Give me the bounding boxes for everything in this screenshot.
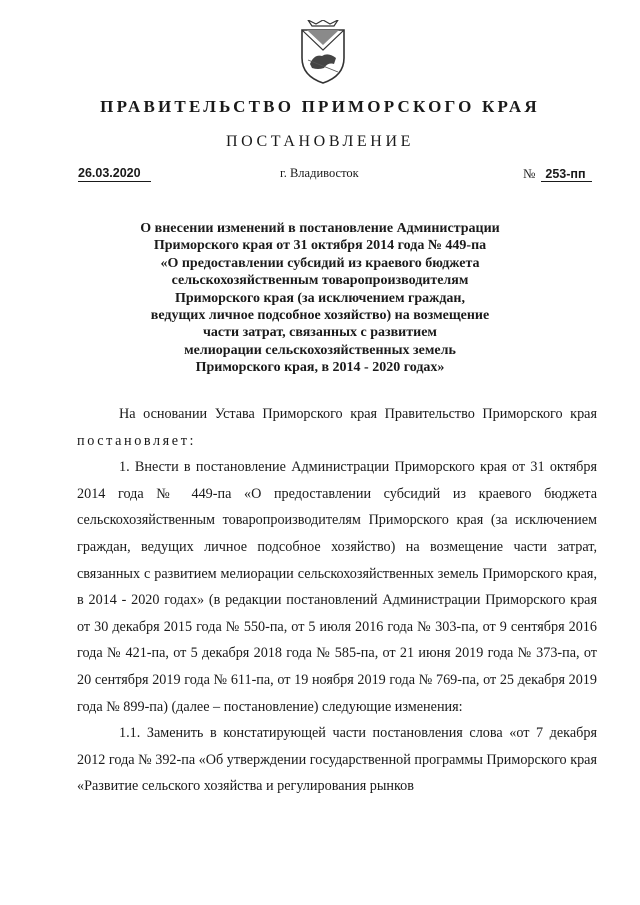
document-number-field [523,166,592,182]
document-body [77,401,597,800]
subject-line: ведущих личное подсобное хозяйство) на возмещение [150,308,490,324]
subject-line: сельскохозяйственным товаропроизводителям [171,273,469,289]
document-number: 253-пп [541,167,591,182]
item-1-1-paragraph: 1.1. Заменить в констатирующей части постановления слова «от 7 декабря 2012 года № 392-па «Об утверждении государственной программы Приморского края «Развитие сельского хозяйства и регулирования рынков [77,725,597,795]
preamble-paragraph [77,401,597,454]
coat-of-arms-icon [298,20,348,84]
subject-line: Приморского края (за исключением граждан, [174,290,465,306]
document-city: г. Владивосток [280,166,359,180]
subject-line: О внесении изменений в постановление Администрации [140,221,500,236]
subject-line: мелиорации сельскохозяйственных земель [184,342,456,358]
preamble-text: На основании Устава Приморского края Правительство Приморского края [119,406,597,422]
subject-line: Приморского края от 31 октября 2014 года № 449-па [153,238,487,254]
government-title: ПРАВИТЕЛЬСТВО ПРИМОРСКОГО КРАЯ [100,97,540,116]
subject-line: «О предоставлении субсидий из краевого бюджета [160,255,480,271]
item-1-paragraph: 1. Внести в постановление Администрации Приморского края от 31 октября 2014 года № 449-па «О предоставлении субсидий из краевого бюджета сельскохозяйственным товаропроизводителям Приморского края (за исключением граждан, ведущих личное подсобное хозяйство) на возмещение части затрат, связанных с развитием мелиорации сельскохозяйственных земель Приморского края, в 2014 - 2020 годах» (в редакции постановлений Администрации Приморского края от 30 декабря 2015 года № 550-па, от 5 июля 2016 года № 303-па, от 9 сентября 2016 года № 421-па, от 5 декабря 2018 года № 585-па, от 21 июня 2019 года № 373-па, от 20 сентября 2019 года № 611-па, от 19 ноября 2019 года № 769-па, от 25 декабря 2019 года № 899-па) (далее – постановление) следующие изменения: [77,459,597,715]
document-date: 26.03.2020 [78,166,151,182]
subject-line: Приморского края, в 2014 - 2020 годах» [195,360,445,376]
subject-line: части затрат, связанных с развитием [203,325,437,341]
number-prefix: № [523,166,536,181]
document-subject [0,220,640,377]
document-type: ПОСТАНОВЛЕНИЕ [226,133,414,150]
preamble-verb: постановляет: [77,432,197,449]
